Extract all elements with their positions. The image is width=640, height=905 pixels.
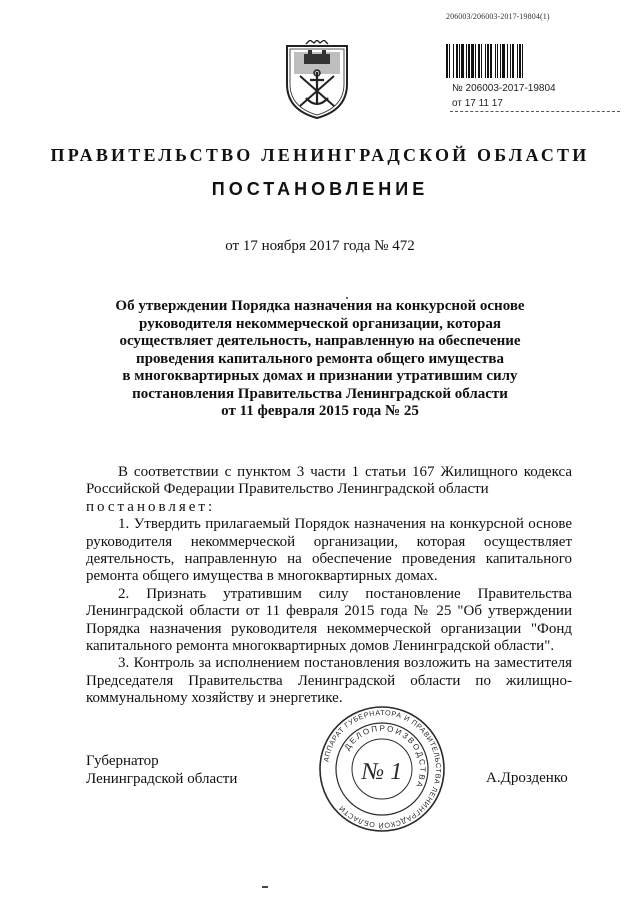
- title-line: руководителя некоммерческой организации, которая: [139, 315, 501, 332]
- position-line: Губернатор: [86, 753, 159, 769]
- coat-of-arms-icon: [284, 40, 350, 120]
- scan-mark: [262, 886, 268, 888]
- title-line: проведения капитального ремонта общего имущества: [136, 350, 504, 367]
- official-seal-stamp: [318, 705, 446, 833]
- position-line: Ленинградской области: [86, 771, 238, 787]
- barcode: [446, 44, 610, 78]
- title-line: постановления Правительства Ленинградской области: [132, 385, 508, 402]
- registration-date: от 17 11 17: [452, 98, 503, 109]
- title-line: Об утверждении Порядка назначения на конкурсной основе: [115, 298, 525, 314]
- svg-text:ДЕЛОПРОИЗВОДСТВА: ДЕЛОПРОИЗВОДСТВА: [342, 723, 428, 791]
- signatory-name: А.Дрозденко: [486, 770, 568, 786]
- registration-number: № 206003-2017-19804: [452, 83, 556, 94]
- clause-1: 1. Утвердить прилагаемый Порядок назначения на конкурсной основе руководителя некоммерческой организации, которая осуществляет деятельность, направленную на обеспечение проведения капитального ремонта общего имущества в многоквартирных домах.: [86, 516, 572, 585]
- title-line: от 11 февраля 2015 года № 25: [221, 403, 419, 419]
- title-line: в многоквартирных домах и признании утратившим силу: [122, 368, 518, 384]
- signatory-position: [86, 752, 237, 788]
- clause-3: 3. Контроль за исполнением постановления возложить на заместителя Председателя Правительства Ленинградской области по жилищно-коммунальному хозяйству и энергетике.: [86, 655, 572, 707]
- clause-2: 2. Признать утратившим силу постановление Правительства Ленинградской области от 11 февраля 2015 года № 25 "Об утверждении Порядка назначения руководителя некоммерческой организации "Фонд капитального ремонта многоквартирных домов Ленинградской области".: [86, 585, 572, 655]
- preamble-text: В соответствии с пунктом 3 части 1 статьи 167 Жилищного кодекса Российской Федерации Правительство Ленинградской области: [86, 464, 572, 498]
- title-line: осуществляет деятельность, направленную на обеспечение: [119, 333, 521, 349]
- svg-text:№ 1: № 1: [361, 759, 403, 785]
- resolves-line: [86, 499, 572, 516]
- file-reference: 206003/206003-2017-19804(1): [446, 12, 550, 21]
- svg-text:АППАРАТ ГУБЕРНАТОРА И ПРАВИТЕЛ: АППАРАТ ГУБЕРНАТОРА И ПРАВИТЕЛЬСТВА ЛЕНИНГРАДСКОЙ ОБЛАСТИ: [321, 707, 444, 831]
- document-type: ПОСТАНОВЛЕНИЕ: [211, 179, 429, 199]
- resolves-word: постановляет:: [86, 498, 216, 515]
- document-title: [80, 298, 560, 421]
- document-body: [86, 464, 572, 708]
- barcode-bar: [523, 44, 525, 78]
- registration-underline: [450, 111, 620, 112]
- document-date-number: от 17 ноября 2017 года № 472: [225, 238, 415, 254]
- government-name: ПРАВИТЕЛЬСТВО ЛЕНИНГРАДСКОЙ ОБЛАСТИ: [50, 145, 590, 165]
- preamble: [86, 464, 572, 499]
